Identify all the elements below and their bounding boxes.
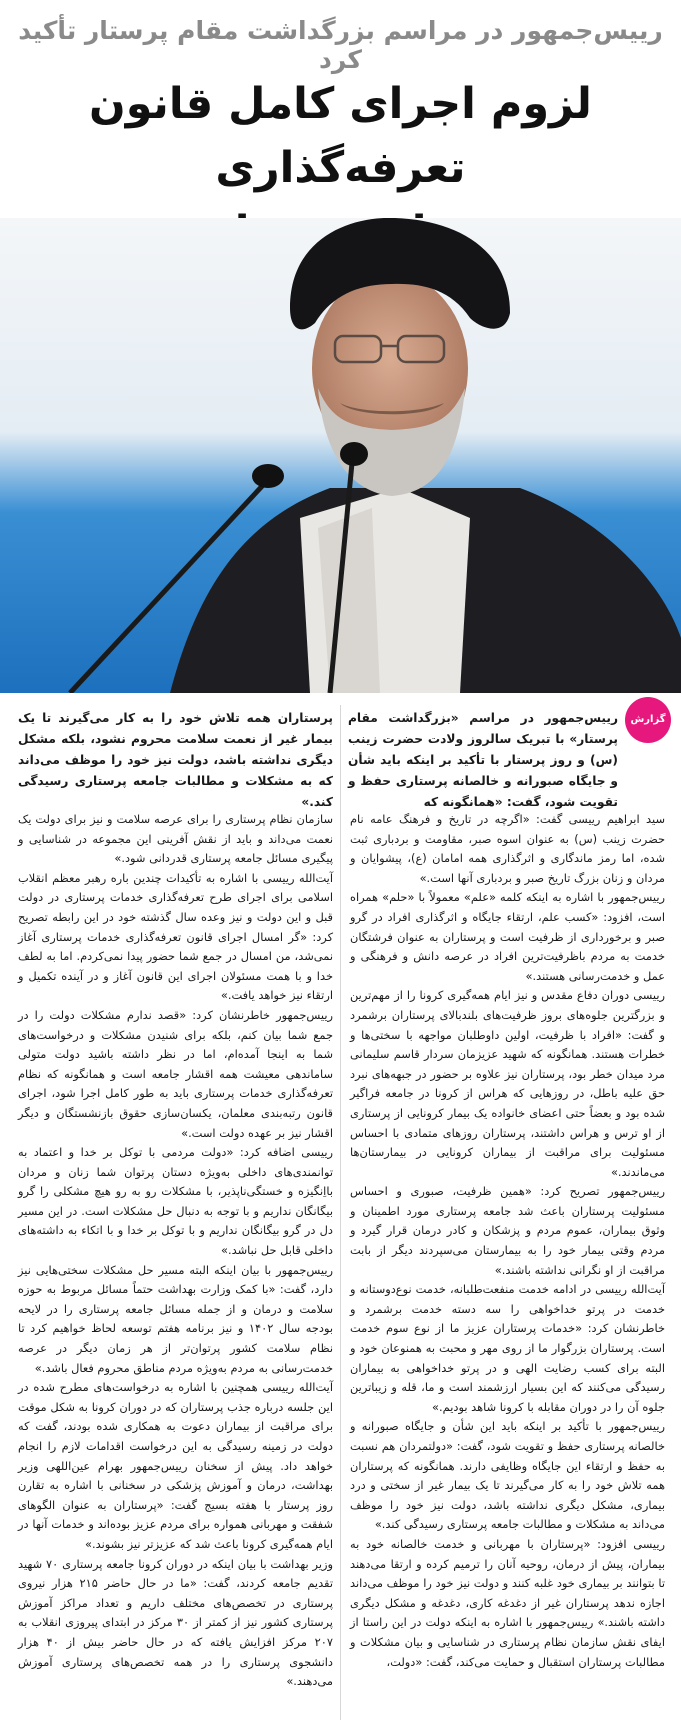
body-paragraph: سید ابراهیم رییسی گفت: «اگرچه در تاریخ و فرهنگ عامه نام حضرت زینب (س) به عنوان اسوه صبر، مقاومت و بردباری ثبت شده، اما رمز ماندگاری و اثرگذاری همه امامان (ع)، پیشوایان و مردان و زنان بزرگ تاریخ صبر و بردباری آنها است.» <box>350 812 665 885</box>
headline-line-1: لزوم اجرای کامل قانون تعرفه‌گذاری <box>89 79 592 193</box>
body-paragraph: وزیر بهداشت با بیان اینکه در دوران کرونا جامعه پرستاری ۷۰ شهید تقدیم جامعه کردند، گفت: «ما در حال حاضر ۲۱۵ هزار نیروی پرستاری در تخصص‌های مختلف داریم و تعداد مراکز آموزش پرستاری کشور نیز از کمتر از ۳۰ مرکز در ابتدای پیروزی انقلاب به ۲۰۷ مرکز افزایش یافته که در حال حاضر بیش از ۴۰ هزار دانشجوی پرستاری را در همه تخصص‌های پرستاری آموزش می‌دهند.» <box>18 1556 333 1689</box>
body-column-left <box>18 810 333 1692</box>
article-kicker: رییس‌جمهور در مراسم بزرگداشت مقام پرستار تأکید کرد <box>18 16 663 74</box>
body-paragraph: رییس‌جمهور تصریح کرد: «همین ظرفیت، صبوری و احساس مسئولیت پرستاران باعث شد جامعه پرستاری مورد اطمینان و وثوق بیماران، عموم مردم و پزشکان و کادر درمان قرار گیرد و مردم وقتی بیمار خود را به بیمارستان می‌سپردند دیگر از بابت مراقبت از او نگرانی نداشته باشند.» <box>350 1184 665 1277</box>
column-divider <box>340 705 341 1720</box>
president-speaking-photo <box>0 218 681 693</box>
body-paragraph: رییس‌جمهور با بیان اینکه البته مسیر حل مشکلات سختی‌هایی نیز دارد، گفت: «با کمک وزارت بهداشت حتماً مسائل مربوط به حوزه سلامت و درمان و از جمله مسائل جامعه پرستاری را در لایحه بودجه سال ۱۴۰۲ و نیز برنامه هفتم توسعه لحاظ خواهیم کرد تا نظام سلامت کشور پرتوان‌تر از هر زمان دیگر در عرصه خدمت‌رسانی به مردم به‌ویژه مردم مناطق محروم فعال باشد.» <box>18 1262 333 1375</box>
body-paragraph: آیت‌الله رییسی با اشاره به تأکیدات چندین باره رهبر معظم انقلاب اسلامی برای اجرای طرح تعرفه‌گذاری خدمات پرستاری در دولت قبل و این دولت و نیز وعده سال گذشته خود در این رابطه تصریح کرد: «گر امسال اجرای قانون تعرفه‌گذاری خدمات پرستاری آغاز نمی‌شد، من امسال در جمع شما حضور پیدا نمی‌کردم. اما به لطف خدا و با همت مسئولان اجرای این قانون آغاز و در آینده تکمیل و ارتقاء نیز خواهد یافت.» <box>18 870 333 1003</box>
lead-paragraph-right: رییس‌جمهور در مراسم «بزرگداشت مقام پرستار» با تبریک سالروز ولادت حضرت زینب (س) و روز پرستار با تأکید بر اینکه باید شأن و جایگاه صبورانه و خالصانه پرستاری حفظ و تقویت شود، گفت: «همانگونه که <box>348 711 618 809</box>
body-paragraph: آیت‌الله رییسی در ادامه خدمت منفعت‌طلبانه، خدمت نوع‌دوستانه و خدمت در پرتو خداخواهی را سه دسته خدمت برشمرد و خاطرنشان کرد: «خدمات پرستاران عزیز ما از نوع سوم خدمت است. پرستاران بزرگوار ما از روی مهر و محبت به همنوعان خود و البته برای کسب رضایت الهی و در پرتو خداخواهی به بیماران رسیدگی می‌کنند که این بسیار ارزشمند است و ما، قله و زیباترین جلوه آن را در دوران مقابله با کرونا شاهد بودیم.» <box>350 1282 665 1414</box>
body-paragraph: رییسی اضافه کرد: «دولت مردمی با توکل بر خدا و اعتماد به توانمندی‌های داخلی به‌ویژه دستان پرتوان شما زنان و مردان بااِنگیزه و خستگی‌ناپذیر، با مشکلات رو به رو هیچ مشکلی را گرو بیگانگان نداریم و با توجه به دنبال حل مشکلات است. در این مسیر دل در گرو بیگانگان نداریم و با توکل بر خدا و با اتکاء به داشته‌های داخلی قابل حل نباشد.» <box>18 1145 333 1258</box>
body-paragraph: سازمان نظام پرستاری را برای عرصه سلامت و نیز برای دولت یک نعمت می‌داند و باید از نقش آفرینی این مجموعه در شناسایی و پیگیری مسائل جامعه پرستاری قدردانی شود.» <box>18 812 333 866</box>
body-paragraph: رییس‌جمهور خاطرنشان کرد: «قصد ندارم مشکلات دولت را در جمع شما بیان کنم، بلکه برای شنیدن مشکلات و درخواست‌های شما به اینجا آمده‌ام، اما در نظر داشته باشید دولت متولی ساماندهی معیشت همه اقشار جامعه است و همانگونه که نظام تعرفه‌گذاری خدمات پرستاری باید به طور کامل اجرا شود، اجرای قانون رتبه‌بندی معلمان، یکسان‌سازی حقوق بازنشستگان و دیگر اقشار نیز بر عهده دولت است.» <box>18 1007 333 1140</box>
body-paragraph: رییس‌جمهور با تأکید بر اینکه باید این شأن و جایگاه صبورانه و خالصانه پرستاری حفظ و تقویت شود، گفت: «دولتمردان هم نسبت به حفظ و ارتقاء این جایگاه وظایفی دارند. همانگونه که پرستاران همه تلاش خود را به کار می‌گیرند تا یک بیمار غیر از سختی و درد بیماری، مشکل دیگری نداشته باشد، دولت نیز خود را موظف می‌داند به مشکلات و مطالبات جامعه پرستاری رسیدگی کند.» <box>350 1419 665 1532</box>
body-paragraph: آیت‌الله رییسی همچنین با اشاره به درخواست‌های مطرح شده در این جلسه درباره جذب پرستاران که در دوران کرونا به شکل موقت برای مراقبت از بیماران دعوت به همکاری شده بودند، گفت که دولت در زمینه رسیدگی به این درخواست اقدامات لازم را انجام خواهد داد. پیش از سخنان رییس‌جمهور بهرام عین‌اللهی وزیر بهداشت، درمان و آموزش پزشکی در سخنانی با اشاره به تقارن روز پرستار با هفته بسیج گفت: «پرستاران به عنوان الگوهای شفقت و مهربانی همواره برای مردم عزیز بوده‌اند و خدمات آنها در ایام همه‌گیری کرونا باعث شد که عزیزتر نیز بشوند.» <box>18 1380 333 1551</box>
body-column-right <box>350 810 665 1672</box>
body-paragraph: رییسی افزود: «پرستاران با مهربانی و خدمت خالصانه خود به بیماران، پیش از درمان، روحیه آنان را ترمیم کرده و ارتقا می‌دهند تا بتوانند بر بیماری خود غلبه کنند و دولت نیز خود را موظف می‌داند اجازه ندهد پرستاران غیر از دغدغه کاری، دغدغه و مشکل دیگری داشته باشند.» رییس‌جمهور با اشاره به اینکه دولت در این راستا از ایفای نقش سازمان نظام پرستاری در شناسایی و بیان مشکلات و مطالبات پرستاران استقبال و حمایت می‌کند، گفت: «دولت، <box>350 1536 665 1669</box>
report-badge: گزارش <box>625 697 671 743</box>
body-paragraph: رییس‌جمهور با اشاره به اینکه کلمه «علم» معمولاً با «حلم» همراه است، افزود: «کسب علم، ارتقاء جایگاه و اثرگذاری افراد در گرو صبر و برخورداری از ظرفیت است و پرستاران به عنوان فرشتگان خدمت به مردم باظرفیت‌ترین افراد در عرصه دانش و فرهنگی و عمل و خدمت‌رسانی هستند.» <box>350 890 665 983</box>
lead-paragraph-left: پرستاران همه تلاش خود را به کار می‌گیرند تا یک بیمار غیر از نعمت سلامت محروم نشود، بلکه مشکل دیگری نداشته باشد، دولت نیز خود را موظف می‌داند که به مشکلات و مطالبات جامعه پرستاری رسیدگی کند.» <box>18 711 333 809</box>
article-photo <box>0 218 681 693</box>
body-paragraph: رییسی دوران دفاع مقدس و نیز ایام همه‌گیری کرونا را از مهم‌ترین و بزرگترین جلوه‌های بروز ظرفیت‌های بلندبالای پرستاران برشمرد و گفت: «افراد با ظرفیت، اولین داوطلبان مواجهه با سختی‌ها و خطرات هستند. همانگونه که شهید عزیزمان سردار قاسم سلیمانی مرد میدان خطر بود، پرستاران نیز علاوه بر حضور در جبهه‌های نبرد حق علیه باطل، در روزهایی که هراس از کرونا در جامعه فراگیر شده بود و بعضاً حتی اعضای خانواده یک بیمار کرونایی از پرستاری از او ترس و هراس داشتند، پرستاران روزهای متمادی با احساس مسئولیت برای مراقبت از بیماران کرونایی در بیمارستان‌ها می‌ماندند.» <box>350 988 665 1179</box>
